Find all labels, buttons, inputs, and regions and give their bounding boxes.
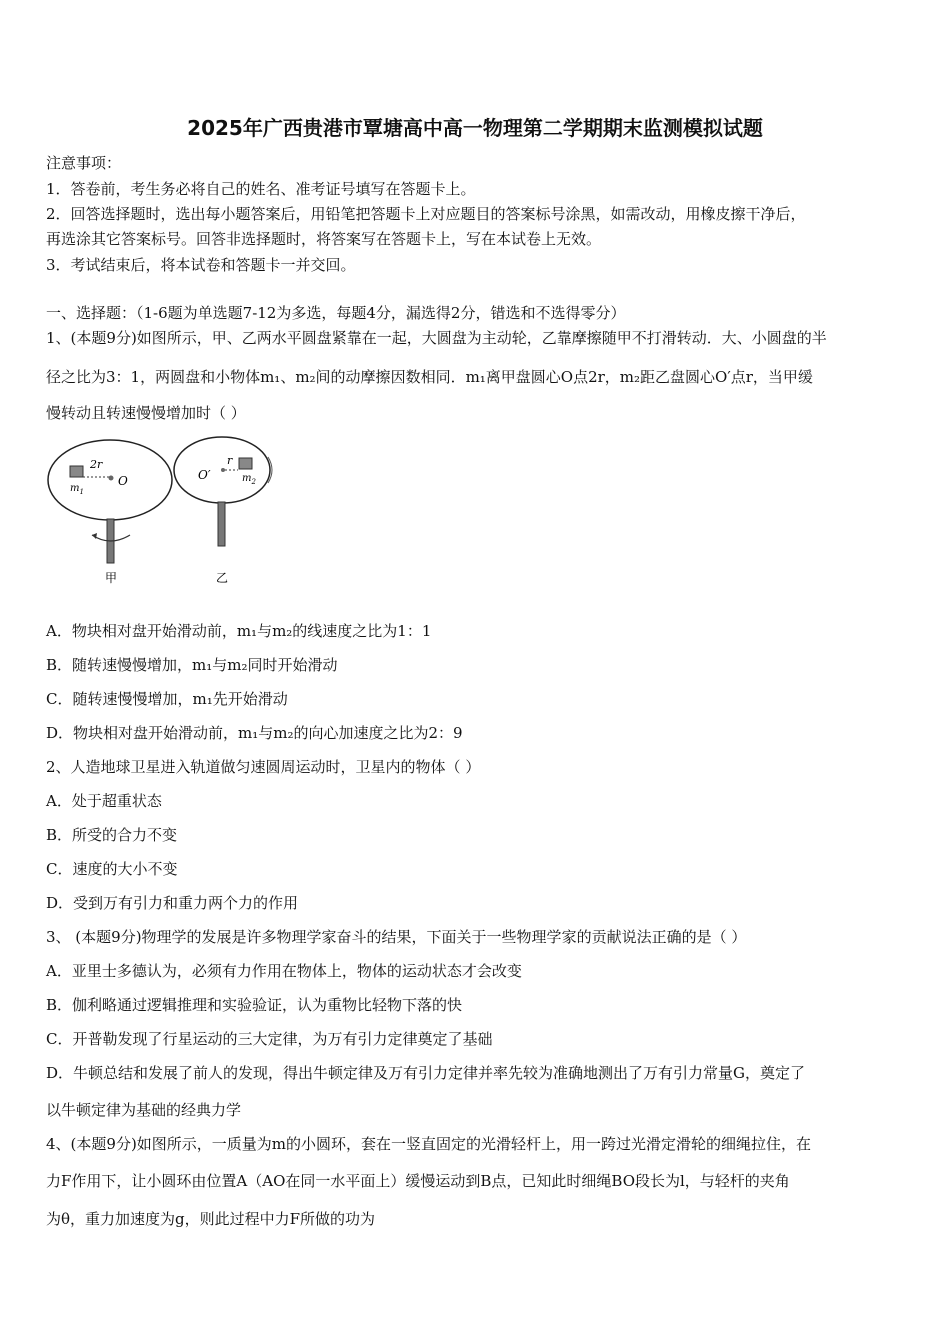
q4-stem-line: 力F作用下，让小圆环由位置A（AO在同一水平面上）缓慢运动到B点，已知此时细绳BO段长为l，与轻杆的夹角 (46, 1172, 790, 1190)
section-heading: 一、选择题：（1-6题为单选题7-12为多选，每题4分，漏选得2分，错选和不选得零分） (46, 304, 626, 322)
caption-yi: 乙 (216, 571, 229, 585)
q1-option-a: A．物块相对盘开始滑动前，m₁与m₂的线速度之比为1：1 (46, 622, 432, 640)
q2-option-a: A．处于超重状态 (46, 792, 162, 810)
q4-stem-line: 为θ，重力加速度为g，则此过程中力F所做的功为 (46, 1210, 376, 1228)
q3-option-c: C．开普勒发现了行星运动的三大定律，为万有引力定律奠定了基础 (46, 1030, 493, 1048)
caption-jia: 甲 (105, 571, 118, 585)
notice-item: 再选涂其它答案标号。回答非选择题时，将答案写在答题卡上，写在本试卷上无效。 (46, 230, 602, 248)
q1-stem-line: 慢转动且转速慢慢增加时（ ） (46, 404, 246, 422)
q3-option-a: A．亚里士多德认为，必须有力作用在物体上，物体的运动状态才会改变 (46, 962, 522, 980)
q2-stem: 2、人造地球卫星进入轨道做匀速圆周运动时，卫星内的物体（ ） (46, 758, 481, 776)
notice-item: 2．回答选择题时，选出每小题答案后，用铅笔把答题卡上对应题目的答案标号涂黑，如需改动，用橡皮擦干净后， (46, 205, 806, 223)
notice-item: 3．考试结束后，将本试卷和答题卡一并交回。 (46, 256, 356, 274)
q1-option-c: C．随转速慢慢增加，m₁先开始滑动 (46, 690, 288, 708)
shaft-yi (218, 502, 225, 546)
block-m2 (239, 458, 252, 469)
label-O: O (118, 474, 128, 488)
q4-stem-line: 4、(本题9分)如图所示，一质量为m的小圆环，套在一竖直固定的光滑轻杆上，用一跨过光滑定滑轮的细绳拉住，在 (46, 1135, 812, 1153)
q1-option-b: B．随转速慢慢增加，m₁与m₂同时开始滑动 (46, 656, 338, 674)
q1-option-d: D．物块相对盘开始滑动前，m₁与m₂的向心加速度之比为2：9 (46, 724, 463, 742)
label-m1: m (70, 483, 80, 494)
notice-item: 1．答卷前，考生务必将自己的姓名、准考证号填写在答题卡上。 (46, 180, 476, 198)
q2-option-d: D．受到万有引力和重力两个力的作用 (46, 894, 299, 912)
q1-stem-line: 1、(本题9分)如图所示，甲、乙两水平圆盘紧靠在一起，大圆盘为主动轮，乙靠摩擦随甲不打滑转动．大、小圆盘的半 (46, 329, 827, 347)
q3-option-b: B．伽利略通过逻辑推理和实验验证，认为重物比轻物下落的快 (46, 996, 463, 1014)
notice-heading: 注意事项： (46, 154, 122, 172)
label-m2: m (242, 473, 252, 484)
q3-option-d: D．牛顿总结和发展了前人的发现，得出牛顿定律及万有引力定律并率先较为准确地测出了万有引力常量G，奠定了 (46, 1064, 806, 1082)
svg-text:m2 (242, 473, 256, 486)
page-title: 2025年广西贵港市覃塘高中高一物理第二学期期末监测模拟试题 (187, 116, 763, 140)
label-O-prime: O′ (198, 468, 211, 482)
q1-figure (40, 435, 280, 595)
svg-text:m1 (70, 483, 84, 496)
q1-stem-line: 径之比为3：1，两圆盘和小物体m₁、m₂间的动摩擦因数相同．m₁离甲盘圆心O点2r，m₂距乙盘圆心O′点r，当甲缓 (46, 368, 813, 386)
q2-option-c: C．速度的大小不变 (46, 860, 178, 878)
label-2r: 2r (90, 458, 103, 471)
center-O-prime (221, 468, 225, 472)
q3-stem: 3、 (本题9分)物理学的发展是许多物理学家奋斗的结果，下面关于一些物理学家的贡献说法正确的是（ ） (46, 928, 747, 946)
block-m1 (70, 466, 83, 477)
label-m1-sub: 1 (79, 488, 84, 496)
q2-option-b: B．所受的合力不变 (46, 826, 178, 844)
label-r: r (227, 454, 233, 467)
label-m2-sub: 2 (251, 478, 256, 486)
center-O (109, 476, 114, 481)
q3-option-d-cont: 以牛顿定律为基础的经典力学 (46, 1101, 242, 1119)
